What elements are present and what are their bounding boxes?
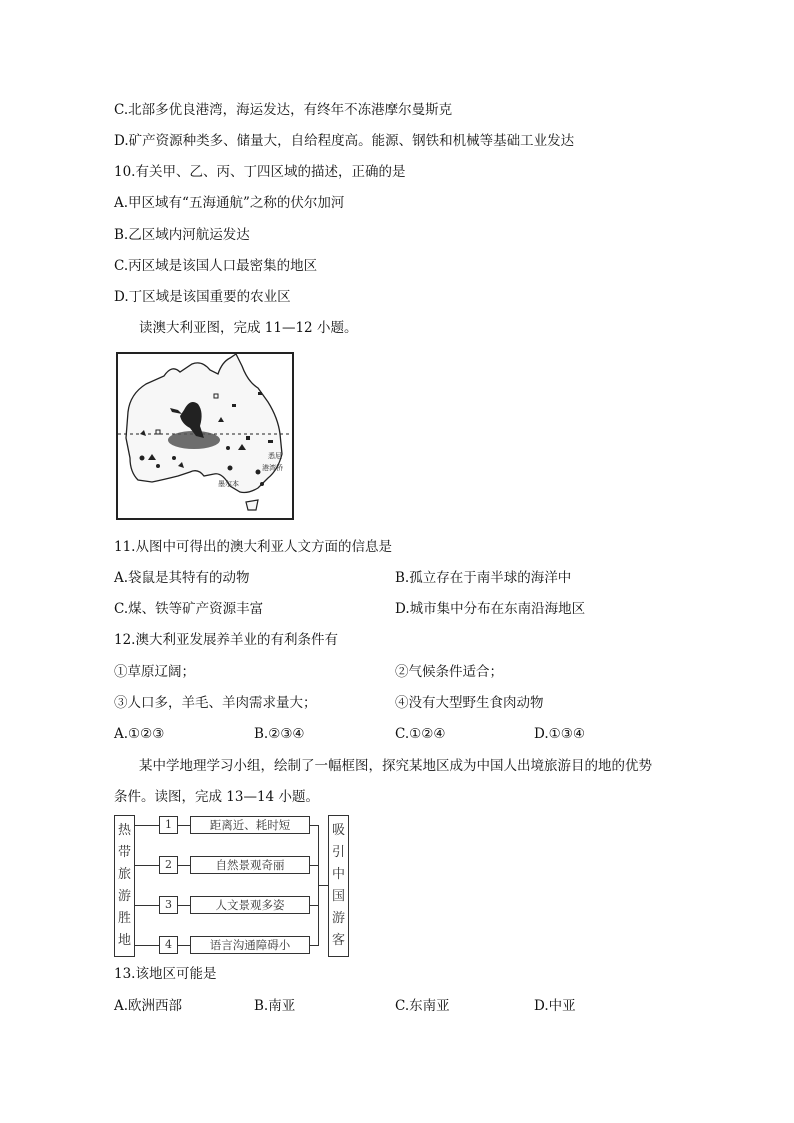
q12-item-4: ④没有大型野生食肉动物 <box>395 695 544 711</box>
q12-option-d: D.①③④ <box>534 726 585 742</box>
diagram-left-box <box>114 815 135 957</box>
diagram-right-box <box>328 815 349 957</box>
map-label-harbour-bridge: 港湾桥 <box>262 465 283 472</box>
q13-option-c: C.东南亚 <box>395 998 450 1014</box>
australia-map <box>116 352 294 520</box>
q12-item-3: ③人口多，羊毛、羊肉需求量大； <box>114 695 317 711</box>
q12-item-1: ①草原辽阔； <box>114 664 195 680</box>
q11-option-a: A.袋鼠是其特有的动物 <box>114 570 250 586</box>
tourism-framework-diagram <box>112 815 352 957</box>
map-label-sydney: 悉尼 <box>268 453 282 460</box>
diagram-left-label: 热带旅游胜地 <box>117 823 131 948</box>
q12-item-2: ②气候条件适合； <box>395 664 503 680</box>
q11-stem: 11.从图中可得出的澳大利亚人文方面的信息是 <box>114 539 392 555</box>
q9-option-d: D.矿产资源种类多、储量大，自给程度高。能源、钢铁和机械等基础工业发达 <box>114 133 575 149</box>
q9-option-c: C.北部多优良港湾，海运发达，有终年不冻港摩尔曼斯克 <box>114 102 453 118</box>
diagram-item-1: 距离近、耗时短 <box>190 816 310 834</box>
q10-stem: 10.有关甲、乙、丙、丁四区域的描述，正确的是 <box>114 164 406 180</box>
q10-option-c: C.丙区域是该国人口最密集的地区 <box>114 258 318 274</box>
intro-13-14-line2: 条件。读图，完成 13—14 小题。 <box>114 789 319 805</box>
q12-option-a: A.①②③ <box>114 726 165 742</box>
australia-map-drawing <box>118 354 292 518</box>
diagram-item-3: 人文景观多姿 <box>190 896 310 914</box>
q12-option-c: C.①②④ <box>395 726 446 742</box>
q13-option-a: A.欧洲西部 <box>114 998 183 1014</box>
q13-option-b: B.南亚 <box>254 998 296 1014</box>
q10-option-a: A.甲区域有“五海通航”之称的伏尔加河 <box>114 195 345 211</box>
q11-option-b: B.孤立存在于南半球的海洋中 <box>395 570 572 586</box>
diagram-item-4: 语言沟通障碍小 <box>190 936 310 954</box>
diagram-num-2: 2 <box>159 856 178 874</box>
q13-stem: 13.该地区可能是 <box>114 966 217 982</box>
q11-option-c: C.煤、铁等矿产资源丰富 <box>114 601 264 617</box>
intro-11-12: 读澳大利亚图，完成 11—12 小题。 <box>139 320 358 336</box>
q11-option-d: D.城市集中分布在东南沿海地区 <box>395 601 586 617</box>
q12-option-b: B.②③④ <box>254 726 305 742</box>
q10-option-b: B.乙区域内河航运发达 <box>114 227 250 243</box>
diagram-num-4: 4 <box>159 936 178 954</box>
diagram-num-3: 3 <box>159 896 178 914</box>
diagram-item-2: 自然景观奇丽 <box>190 856 310 874</box>
q10-option-d: D.丁区域是该国重要的农业区 <box>114 289 291 305</box>
diagram-right-label: 吸引中国游客 <box>331 823 345 948</box>
intro-13-14-line1: 某中学地理学习小组，绘制了一幅框图，探究某地区成为中国人出境旅游目的地的优势 <box>139 758 652 774</box>
diagram-num-1: 1 <box>159 816 178 834</box>
map-label-melbourne: 墨尔本 <box>218 481 239 488</box>
q12-stem: 12.澳大利亚发展养羊业的有利条件有 <box>114 632 338 648</box>
q13-option-d: D.中亚 <box>534 998 576 1014</box>
